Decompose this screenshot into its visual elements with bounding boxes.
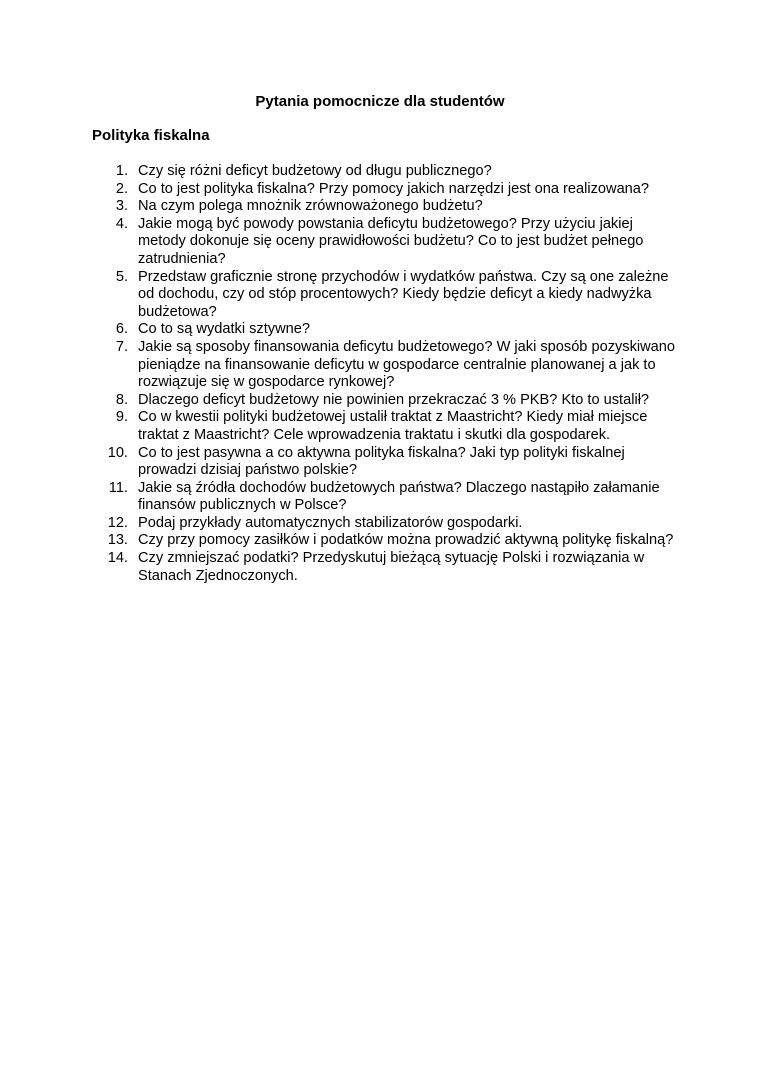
question-number: 11. (108, 479, 128, 496)
question-item (92, 181, 682, 199)
question-item (92, 532, 682, 550)
question-text: Jakie mogą być powody powstania deficytu budżetowego? Przy użyciu jakiej metody dokonuje się oceny prawidłowości budżetu? Co to jest budżet pełnego zatrudnienia? (138, 215, 644, 267)
question-text: Na czym polega mnożnik zrównoważonego budżetu? (138, 198, 483, 215)
question-text: Co w kwestii polityki budżetowej ustalił traktat z Maastricht? Kiedy miał miejsce traktat z Maastricht? Cele wprowadzenia traktatu i skutki dla gospodarek. (138, 409, 648, 443)
question-number: 7. (115, 338, 128, 355)
question-item (92, 445, 682, 480)
question-item (92, 321, 682, 339)
document-title: Pytania pomocnicze dla studentów (255, 93, 505, 110)
question-number: 10. (107, 444, 128, 461)
question-text: Co to są wydatki sztywne? (138, 321, 310, 338)
question-number: 13. (107, 532, 128, 549)
question-item (92, 515, 682, 533)
question-number: 6. (115, 321, 128, 338)
question-number: 5. (115, 268, 128, 285)
question-item (92, 269, 682, 322)
question-number: 1. (115, 163, 128, 179)
question-item (92, 409, 682, 444)
question-item (92, 216, 682, 269)
question-list (92, 163, 682, 585)
question-item (92, 163, 682, 181)
question-text: Co to jest polityka fiskalna? Przy pomocy jakich narzędzi jest ona realizowana? (138, 180, 650, 197)
question-text: Przedstaw graficznie stronę przychodów i wydatków państwa. Czy są one zależne od dochodu, czy od stóp procentowych? Kiedy będzie deficyt a kiedy nadwyżka budżetowa? (138, 268, 669, 320)
question-number: 14. (107, 550, 128, 567)
question-number: 9. (115, 409, 128, 426)
question-item (92, 339, 682, 392)
question-text: Jakie są źródła dochodów budżetowych państwa? Dlaczego nastąpiło załamanie finansów publicznych w Polsce? (138, 479, 660, 514)
section-heading: Polityka fiskalna (92, 127, 210, 144)
question-item (92, 198, 682, 216)
question-number: 3. (115, 198, 128, 215)
question-number: 12. (107, 514, 128, 531)
question-number: 2. (115, 180, 128, 197)
question-text: Dlaczego deficyt budżetowy nie powinien przekraczać 3 % PKB? Kto to ustalił? (138, 391, 650, 408)
question-text: Czy przy pomocy zasiłków i podatków można prowadzić aktywną politykę fiskalną? (138, 532, 674, 549)
question-text: Jakie są sposoby finansowania deficytu budżetowego? W jaki sposób pozyskiwano pieniądze na finansowanie deficytu w gospodarce centralnie planowanej a jak to rozwiązuje się w gospodarce rynkowej? (138, 338, 676, 391)
question-item (92, 392, 682, 410)
question-number: 4. (115, 215, 128, 232)
question-text: Co to jest pasywna a co aktywna polityka fiskalna? Jaki typ polityki fiskalnej prowadzi dzisiaj państwo polskie? (138, 444, 625, 479)
question-item (92, 550, 682, 585)
question-text: Podaj przykłady automatycznych stabilizatorów gospodarki. (138, 514, 523, 531)
question-item (92, 480, 682, 515)
question-text: Czy się różni deficyt budżetowy od długu publicznego? (138, 163, 492, 179)
question-number: 8. (115, 391, 128, 408)
question-text: Czy zmniejszać podatki? Przedyskutuj bieżącą sytuację Polski i rozwiązania w Stanach Zjednoczonych. (138, 550, 645, 584)
